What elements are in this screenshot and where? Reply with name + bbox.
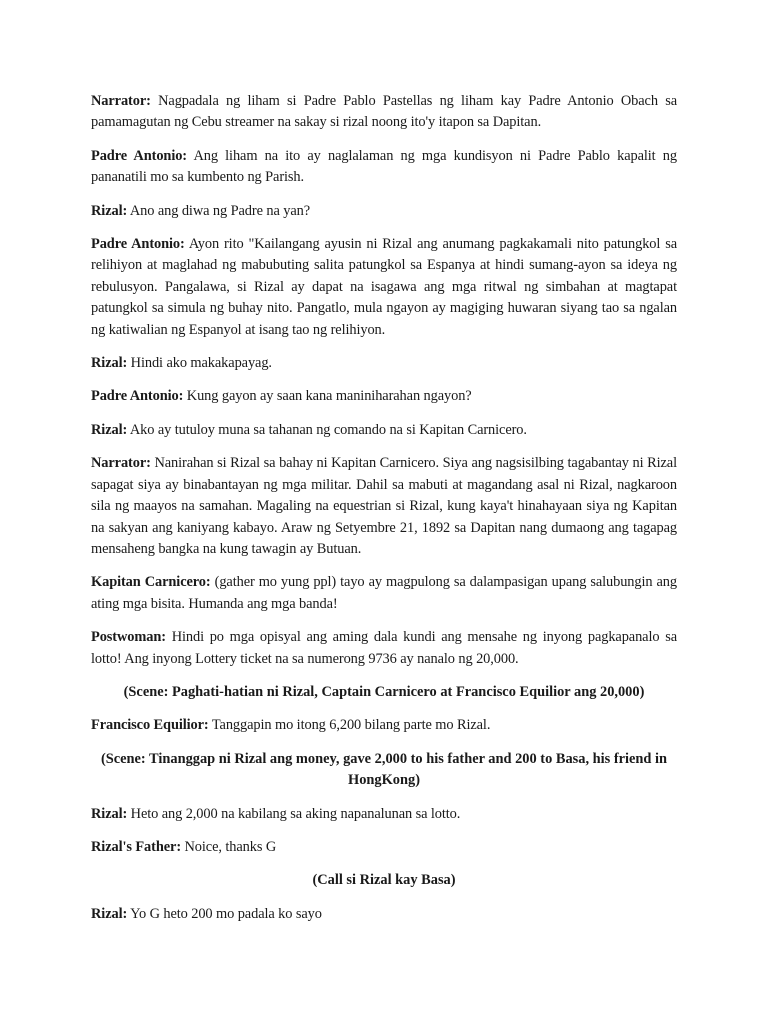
dialogue-text: Noice, thanks G [181,838,277,855]
dialogue-text: Nagpadala ng liham si Padre Pablo Pastellas ng liham kay Padre Antonio Obach sa pamamagutan ng Cebu streamer na sakay si rizal noong ito'y itapon sa Dapitan. [91,93,677,131]
speaker-name: Rizal's Father: [91,838,182,855]
speaker-name: Padre Antonio: [91,236,185,253]
script-line [91,453,677,560]
speaker-name: Padre Antonio: [91,388,184,405]
speaker-name: Rizal: [91,202,128,219]
script-line [91,572,677,615]
dialogue-text: Tanggapin mo itong 6,200 bilang parte mo Rizal. [208,717,491,734]
speaker-name: Rizal: [91,905,128,922]
dialogue-text: Yo G heto 200 mo padala ko sayo [127,905,322,922]
speaker-name: Rizal: [91,805,128,822]
speaker-name: Postwoman: [91,629,166,646]
speaker-name: Narrator: [91,93,151,109]
dialogue-text: Kung gayon ay saan kana maniniharahan ngayon? [183,388,472,405]
dialogue-text: Hindi ako makakapayag. [127,355,272,372]
scene-direction: (Scene: Paghati-hatian ni Rizal, Captain Carnicero at Francisco Equilior ang 20,000) [123,683,645,700]
dialogue-text: Nanirahan si Rizal sa bahay ni Kapitan Carnicero. Siya ang nagsisilbing tagabantay ni Rizal sapagat siya ay binabantayan ng mga militar. Dahil sa mabuti at magandang asal ni Rizal, nagkaroon sila ng maayos na samahan. Magaling na equestrian si Rizal, kung kaya't hinahayaan siya ng Kapitan na sakyan ang kaniyang kabayo. Araw ng Setyembre 21, 1892 sa Dapitan nang dumaong ang tagapag mensaheng bangka na kung tawagin ay Butuan. [91,455,677,557]
scene-direction: (Scene: Tinanggap ni Rizal ang money, gave 2,000 to his father and 200 to Basa, his friend in HongKong) [100,750,668,789]
dialogue-text: Ayon rito "Kailangang ayusin ni Rizal ang anumang pagkakamali nito patungkol sa relihiyon at maglahad ng mabubuting salita patungkol sa Espanya at hindi sumang-ayon sa ideya ng rebulusyon. Pangalawa, si Rizal ay dapat na isagawa ang mga ritwal ng simbahan at magtapat patungkol sa simula ng buhay nito. Pangatlo, mula ngayon ay magiging huwaran siyang tao sa ngalan ng katiwalian ng Espanyol at isang tao ng relihiyon. [91,236,678,338]
script-line [91,904,677,925]
script-line [91,234,677,341]
dialogue-text: Ako ay tutuloy muna sa tahanan ng comando na si Kapitan Carnicero. [127,421,527,438]
dialogue-text: Ano ang diwa ng Padre na yan? [127,202,310,219]
script-line [91,715,677,736]
speaker-name: Rizal: [91,355,128,372]
speaker-name: Francisco Equilior: [91,717,209,734]
script-line [91,201,677,222]
scene-direction: (Call si Rizal kay Basa) [312,872,456,889]
script-line [91,804,677,825]
script-line [91,146,677,189]
script-line [91,627,677,670]
dialogue-text: (gather mo yung ppl) tayo ay magpulong sa dalampasigan upang salubungin ang ating mga bisita. Humanda ang mga banda! [91,574,678,612]
speaker-name: Kapitan Carnicero: [91,574,211,591]
dialogue-text: Ang liham na ito ay naglalaman ng mga kundisyon ni Padre Pablo kapalit ng pananatili mo sa kumbento ng Parish. [91,147,677,186]
script-line [91,91,677,134]
speaker-name: Padre Antonio: [91,147,188,164]
script-line [91,386,677,407]
dialogue-text: Hindi po mga opisyal ang aming dala kundi ang mensahe ng inyong pagkapanalo sa lotto! Ang inyong Lottery ticket na sa numerong 9736 ay nanalo ng 20,000. [91,629,677,667]
speaker-name: Rizal: [91,421,128,438]
dialogue-text: Heto ang 2,000 na kabilang sa aking napanalunan sa lotto. [127,805,461,822]
script-line [91,420,677,441]
script-line [91,837,677,858]
speaker-name: Narrator: [91,455,151,472]
script-line [91,353,677,374]
